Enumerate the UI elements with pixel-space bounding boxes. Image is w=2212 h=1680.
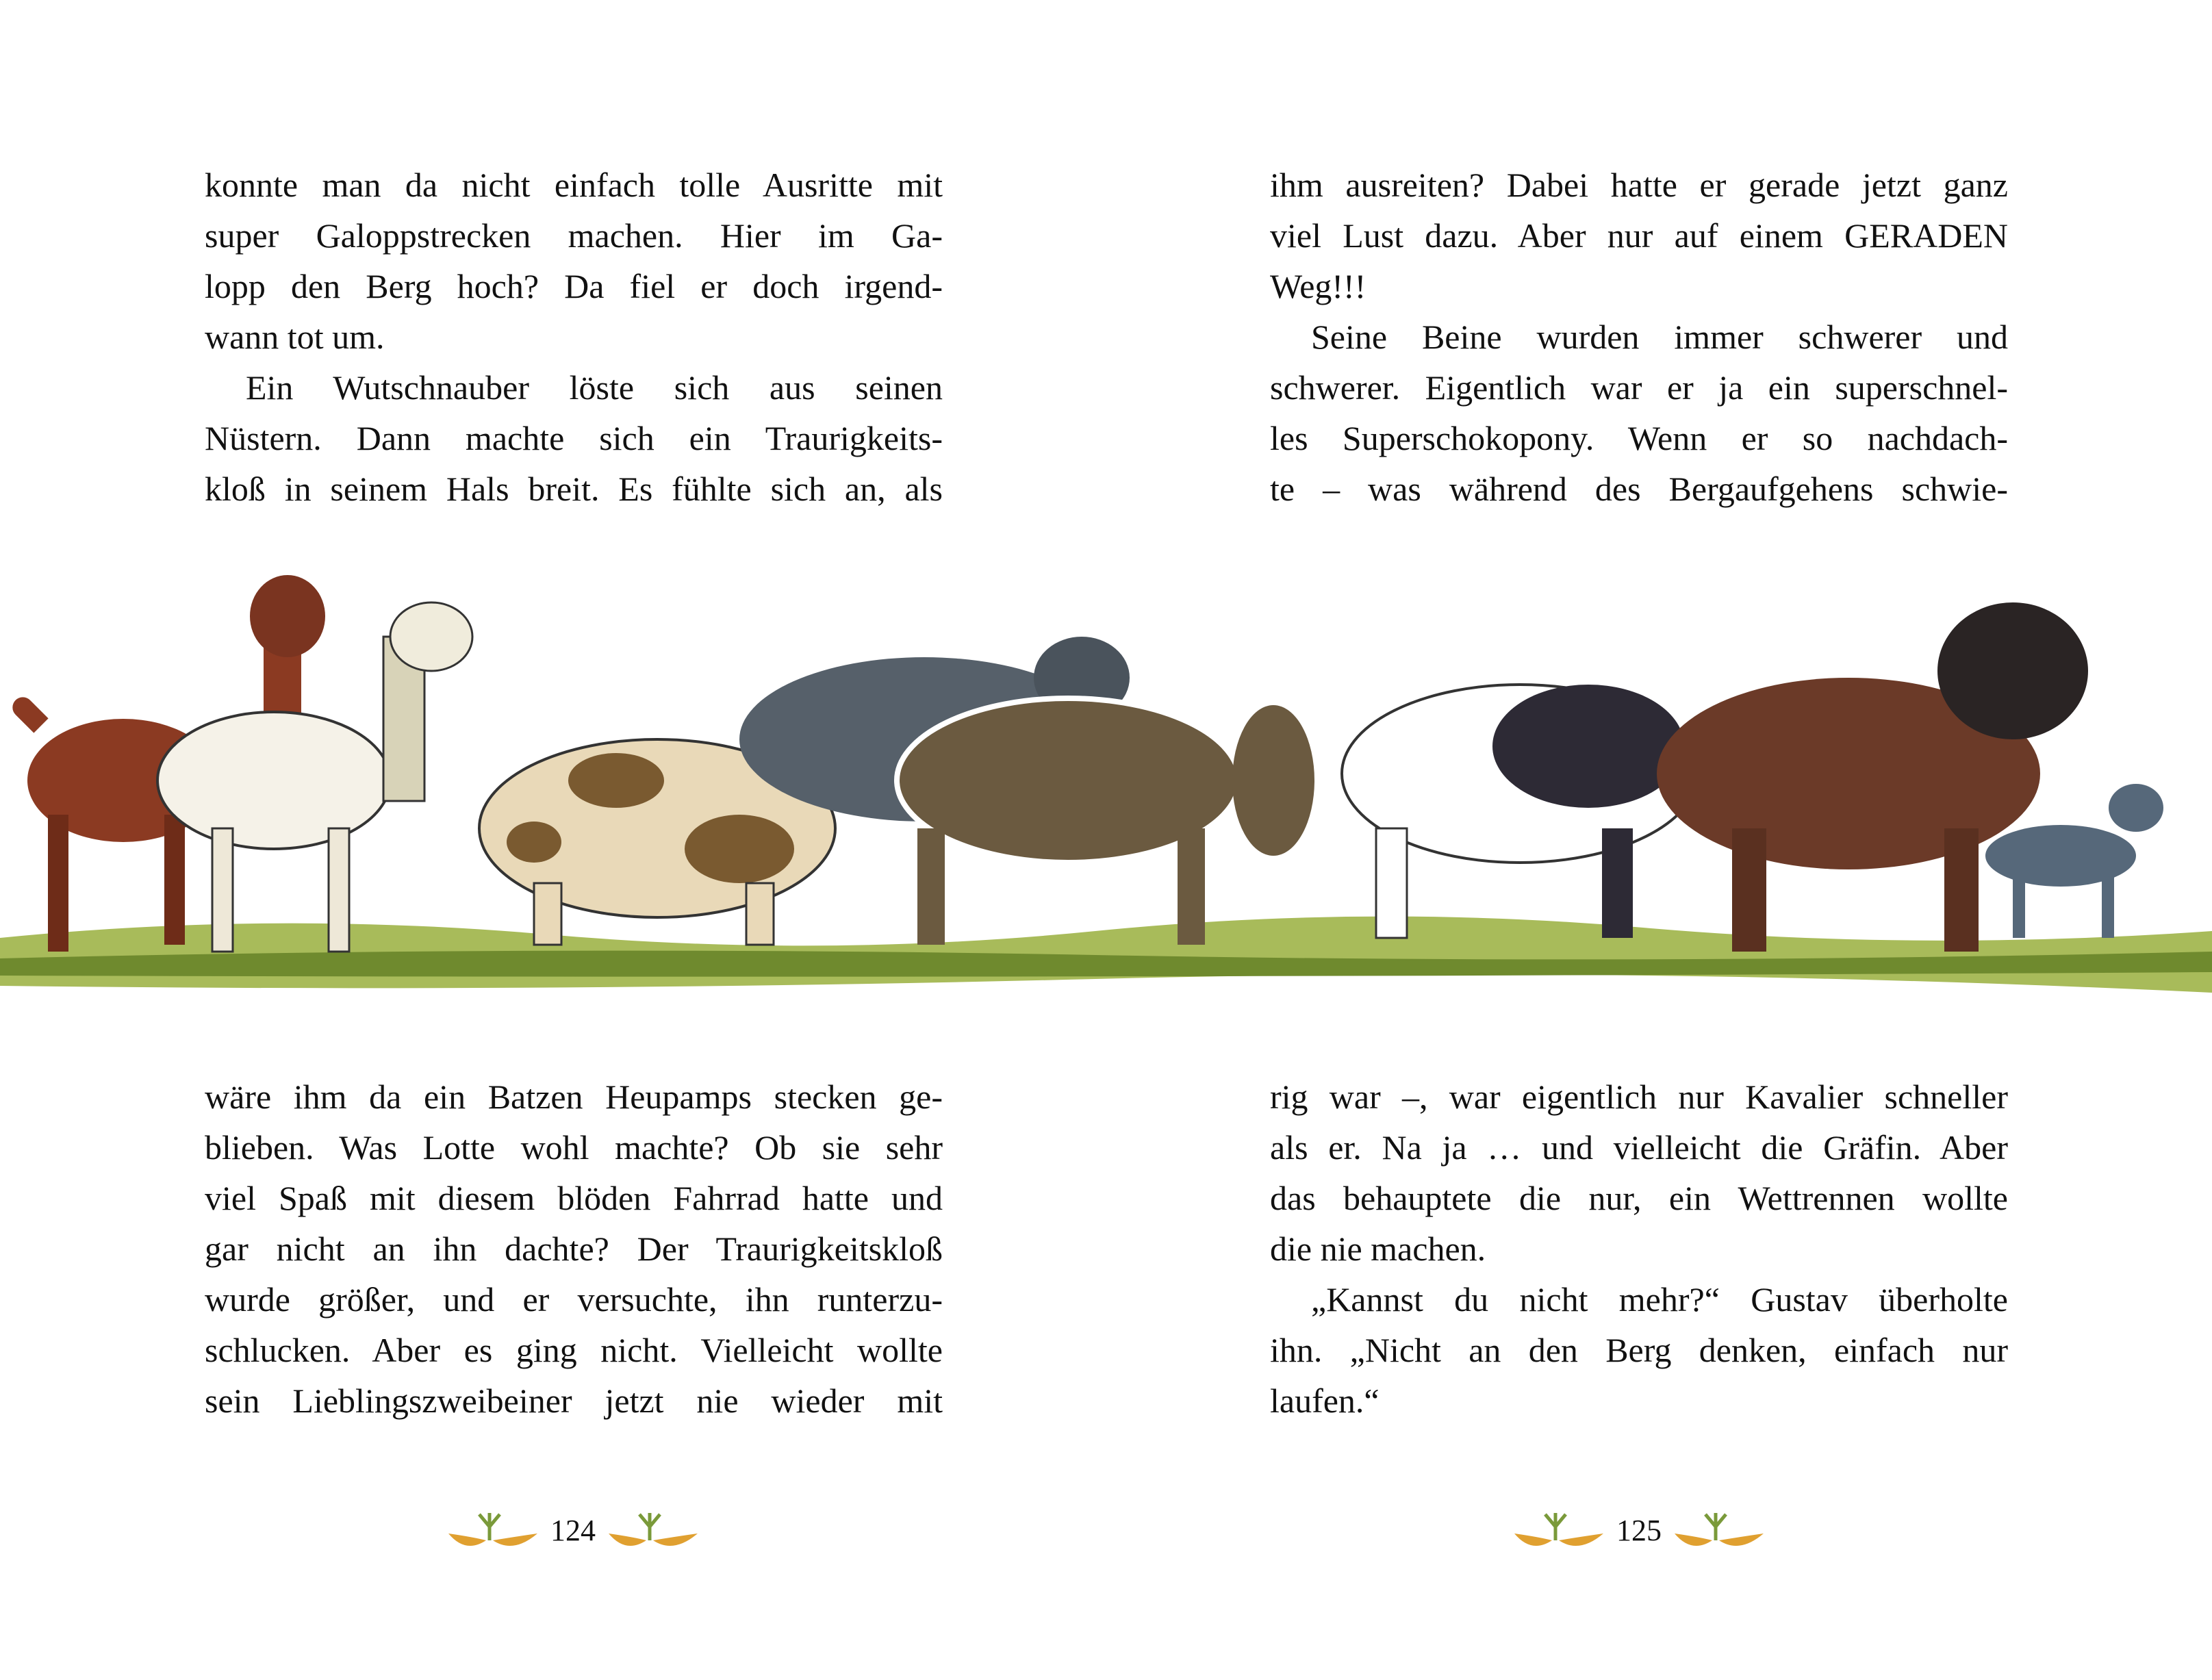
text-line: viel Spaß mit diesem blöden Fahrrad hatte und [205, 1179, 943, 1217]
text-line: Ein Wutschnauber löste sich aus seinen [246, 368, 943, 407]
text-line: gar nicht an ihn dachte? Der Traurigkeitskloß [205, 1230, 943, 1268]
text-line: ihn. „Nicht an den Berg denken, einfach nur [1270, 1331, 2008, 1369]
text-line: „Kannst du nicht mehr?“ Gustav überholte [1311, 1280, 2008, 1319]
carrot-icon [605, 1506, 701, 1554]
text-line: les Superschokopony. Wenn er so nachdach- [1270, 419, 2008, 457]
white-llama [157, 602, 472, 952]
text-line: wäre ihm da ein Batzen Heupamps stecken ge- [205, 1078, 943, 1116]
animals-illustration [0, 555, 2212, 1006]
right-page-bottom-text [1270, 1071, 2008, 1426]
text-line: sein Lieblingszweibeiner jetzt nie wieder mit [205, 1382, 943, 1420]
text-line: viel Lust dazu. Aber nur auf einem GERADEN [1270, 216, 2008, 255]
text-line: wann tot um. [205, 318, 385, 356]
text-line: Weg!!! [1270, 267, 1366, 305]
text-line: ihm ausreiten? Dabei hatte er gerade jetzt ganz [1270, 166, 2008, 204]
carrot-icon [1671, 1506, 1767, 1554]
text-line: rig war –, war eigentlich nur Kavalier schneller [1270, 1078, 2008, 1116]
text-line: Nüstern. Dann machte sich ein Traurigkeits- [205, 419, 943, 457]
left-page-bottom-text [205, 1071, 943, 1426]
text-line: als er. Na ja … und vielleicht die Gräfin. Aber [1270, 1128, 2008, 1167]
text-line: konnte man da nicht einfach tolle Ausritte mit [205, 166, 943, 204]
text-line: schlucken. Aber es ging nicht. Vielleicht wollte [205, 1331, 943, 1369]
text-line: blieben. Was Lotte wohl machte? Ob sie sehr [205, 1128, 943, 1167]
pinto-pony [1342, 685, 1698, 938]
text-line: das behauptete die nur, ein Wettrennen wollte [1270, 1179, 2008, 1217]
text-line: super Galoppstrecken machen. Hier im Ga- [205, 216, 943, 255]
text-line: die nie machen. [1270, 1230, 1486, 1268]
brown-donkey [897, 698, 1314, 945]
page-number: 124 [550, 1513, 596, 1547]
text-line: schwerer. Eigentlich war er ja ein superschnel- [1270, 368, 2008, 407]
page-number-right [1511, 1506, 1767, 1554]
carrot-icon [445, 1506, 541, 1554]
left-page-top-text [205, 160, 943, 514]
text-line: wurde größer, und er versuchte, ihn runterzu- [205, 1280, 943, 1319]
text-line: laufen.“ [1270, 1382, 1380, 1420]
carrot-icon [1511, 1506, 1607, 1554]
text-line: Seine Beine wurden immer schwerer und [1311, 318, 2008, 356]
right-page-top-text [1270, 160, 2008, 514]
page-number-left [445, 1506, 701, 1554]
page-number: 125 [1616, 1513, 1662, 1547]
text-line: kloß in seinem Hals breit. Es fühlte sich an, als [205, 470, 943, 508]
text-line: lopp den Berg hoch? Da fiel er doch irgend- [205, 267, 943, 305]
text-line: te – was während des Bergaufgehens schwie- [1270, 470, 2008, 508]
